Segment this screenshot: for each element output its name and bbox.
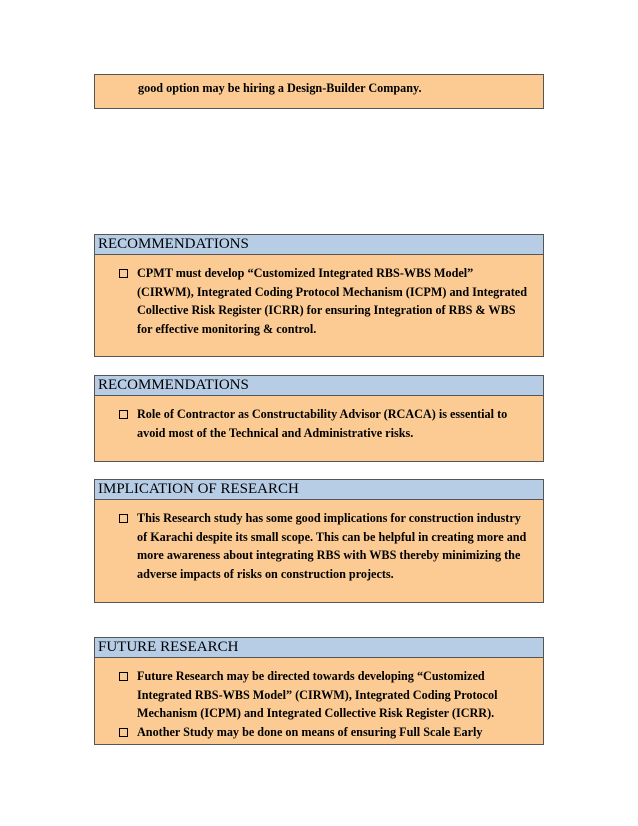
checkbox-bullet-icon [119,410,128,419]
section-heading: IMPLICATION OF RESEARCH [95,480,543,500]
list-item [119,509,535,583]
item-text-line: (CIRWM), Integrated Coding Protocol Mechanism (ICPM) and Integrated [137,284,527,299]
item-text-line: Integrated RBS-WBS Model” (CIRWM), Integrated Coding Protocol [137,687,498,702]
item-text-line: Mechanism (ICPM) and Integrated Collective Risk Register (ICRR). [137,706,495,720]
item-text-line: more awareness about integrating RBS with WBS thereby minimizing the [137,548,521,562]
item-text-line: of Karachi despite its small scope. This can be helpful in creating more and [137,529,527,544]
recommendations-box-1 [94,234,544,357]
item-text-line: adverse impacts of risks on construction projects. [137,566,394,581]
continuation-text: good option may be hiring a Design-Builder Company. [138,81,422,95]
section-heading: FUTURE RESEARCH [95,638,543,658]
item-text-line: Role of Contractor as Constructability Advisor (RCACA) is essential to [137,407,508,421]
checkbox-bullet-icon [119,672,128,681]
item-text-line: Collective Risk Register (ICRR) for ensuring Integration of RBS & WBS [137,303,516,317]
item-text-line: This Research study has some good implications for construction industry [137,511,521,525]
item-text-line: Future Research may be directed towards developing “Customized [137,669,485,683]
checkbox-bullet-icon [119,728,128,737]
item-text-line: for effective monitoring & control. [137,321,317,336]
list-item [119,264,535,338]
continuation-box [94,74,544,109]
future-research-box [94,637,544,745]
list-item [119,405,535,442]
list-item [119,723,535,742]
implication-box [94,479,544,603]
section-heading: RECOMMENDATIONS [95,376,543,396]
list-item [119,667,535,723]
item-text-line: CPMT must develop “Customized Integrated RBS-WBS Model” [137,266,474,280]
item-text-line: avoid most of the Technical and Administrative risks. [137,425,414,440]
section-heading: RECOMMENDATIONS [95,235,543,255]
item-text-line: Another Study may be done on means of ensuring Full Scale Early [137,724,483,739]
checkbox-bullet-icon [119,269,128,278]
recommendations-box-2 [94,375,544,462]
checkbox-bullet-icon [119,514,128,523]
